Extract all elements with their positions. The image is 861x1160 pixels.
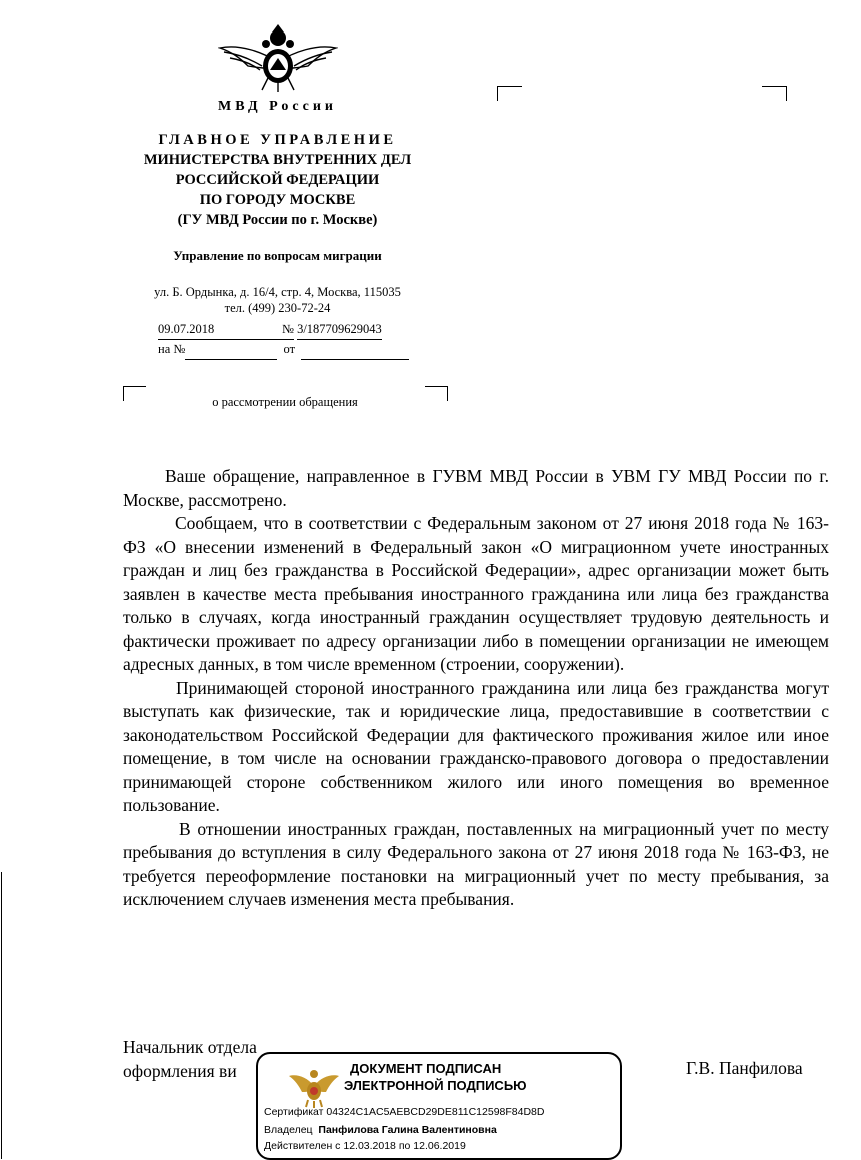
stamp-owner	[264, 1124, 497, 1136]
stamp-subtitle: ЭЛЕКТРОННОЙ ПОДПИСЬЮ	[344, 1078, 527, 1093]
department-line: МИНИСТЕРСТВА ВНУТРЕННИХ ДЕЛ	[143, 152, 412, 168]
outgoing-number-label: №	[282, 320, 294, 340]
emblem-icon	[288, 1064, 340, 1108]
address-bracket-right	[762, 86, 787, 101]
department-line: (ГУ МВД России по г. Москве)	[177, 212, 378, 228]
mvd-emblem-icon	[218, 22, 338, 94]
outgoing-number: 3/187709629043	[297, 320, 382, 340]
incoming-date-label: от	[283, 342, 296, 356]
department-line: РОССИЙСКОЙ ФЕДЕРАЦИИ	[175, 172, 380, 188]
body-paragraph: В отношении иностранных граждан, поставленных на миграционный учет по месту пребывания до вступления в силу Федерального закона от 27 июня 2018 года № 163-ФЗ, не требуется переоформление постановки на миграционный учет по месту пребывания, за исключением случаев изменения места пребывания.	[123, 818, 829, 909]
margin-line	[1, 872, 2, 1159]
position-line: Начальник отдела	[123, 1037, 257, 1057]
stamp-owner-name: Панфилова Галина Валентиновна	[318, 1124, 497, 1136]
signature-position	[123, 1036, 257, 1083]
reference-block	[158, 320, 409, 360]
stamp-title: ДОКУМЕНТ ПОДПИСАН	[350, 1061, 502, 1076]
incoming-date-blank	[301, 340, 409, 360]
department-line: ГЛАВНОЕ УПРАВЛЕНИЕ	[158, 132, 397, 148]
subject-line: о рассмотрении обращения	[212, 395, 358, 409]
address-block	[100, 284, 455, 316]
incoming-number-label: на №	[158, 342, 186, 356]
outgoing-date: 09.07.2018	[158, 320, 282, 340]
unit-name: Управление по вопросам миграции	[173, 248, 382, 263]
address: ул. Б. Ордынка, д. 16/4, стр. 4, Москва, 115035	[154, 285, 401, 299]
department-line: ПО ГОРОДУ МОСКВЕ	[199, 192, 356, 208]
body-paragraph: Принимающей стороной иностранного гражданина или лица без гражданства могут выступать как физические, так и юридические лица, предоставившие в соответствии с законодательством Российской Федерации для фактического проживания жилое или иное помещение, в том числе на основании гражданско-правового договора о предоставлении принимающей стороне собственником жилого или иного помещения во временное пользование.	[123, 677, 829, 815]
signer-name: Г.В. Панфилова	[686, 1058, 803, 1078]
department-name	[100, 130, 455, 230]
position-line: оформления ви	[123, 1060, 237, 1081]
phone: тел. (499) 230-72-24	[224, 301, 331, 315]
electronic-signature-stamp	[256, 1052, 622, 1160]
body-paragraph: Сообщаем, что в соответствии с Федеральным законом от 27 июня 2018 года № 163-ФЗ «О внесении изменений в Федеральный закон «О миграционном учете иностранных граждан и лиц без гражданства в Российской Федерации», адрес организации может быть заявлен в качестве места пребывания иностранного гражданина или лица без гражданства только в случаях, когда иностранный гражданин осуществляет трудовую деятельность и фактически проживает по адресу организации либо в помещении организации не имеющем адресных данных, в том числе временном (строении, сооружении).	[123, 513, 829, 674]
stamp-owner-label: Владелец	[264, 1124, 313, 1136]
ministry-name: МВД России	[218, 99, 337, 114]
address-bracket-left	[497, 86, 522, 101]
incoming-number-blank	[185, 340, 277, 360]
letter-body	[123, 465, 829, 912]
stamp-certificate: Сертификат 04324C1AC5AEBCD29DE811C12598F84D8D	[264, 1106, 545, 1118]
body-paragraph: Ваше обращение, направленное в ГУВМ МВД России в УВМ ГУ МВД России по г. Москве, рассмотрено.	[123, 466, 829, 510]
stamp-validity: Действителен с 12.03.2018 по 12.06.2019	[264, 1140, 466, 1152]
